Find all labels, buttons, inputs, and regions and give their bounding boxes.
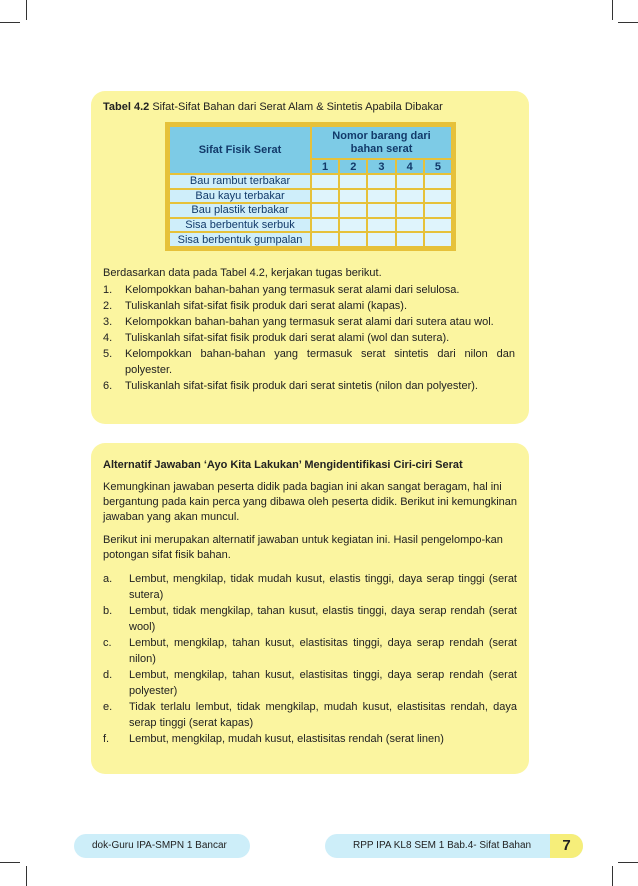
table-cell — [312, 204, 338, 217]
crop-mark — [26, 866, 27, 886]
list-item — [103, 731, 517, 747]
table-header-number: 2 — [340, 160, 366, 173]
table-cell — [368, 204, 394, 217]
table-cell — [397, 233, 423, 246]
crop-mark — [618, 22, 638, 23]
answer-letter: f. — [103, 733, 110, 745]
answer-list — [103, 571, 517, 747]
task-text: Tuliskanlah sifat-sifat fisik produk dari serat alami (kapas). — [125, 300, 408, 312]
answer-letter: e. — [103, 701, 113, 713]
task-list — [103, 282, 515, 394]
table-header-number: 1 — [312, 160, 338, 173]
table-cell — [397, 175, 423, 188]
table-row — [170, 219, 451, 232]
crop-mark — [612, 0, 613, 20]
table-cell — [368, 190, 394, 203]
task-number: 3. — [103, 316, 113, 328]
list-item — [103, 571, 517, 603]
crop-mark — [0, 22, 20, 23]
list-item — [103, 298, 515, 314]
table-header-number: 4 — [397, 160, 423, 173]
crop-mark — [618, 862, 638, 863]
table-cell — [340, 204, 366, 217]
task-number: 1. — [103, 284, 113, 296]
list-item — [103, 378, 515, 394]
table-task-box — [91, 91, 529, 424]
table-cell — [340, 190, 366, 203]
list-item — [103, 282, 515, 298]
task-text: Kelompokkan bahan-bahan yang termasuk serat alami dari sutera atau wol. — [125, 316, 494, 328]
table-cell — [340, 219, 366, 232]
answer-paragraph: Berikut ini merupakan alternatif jawaban untuk kegiatan ini. Hasil pengelompo-kan potongan sifat fisik bahan. — [103, 534, 503, 561]
answer-text: Lembut, mengkilap, tahan kusut, elastisitas tinggi, daya serap rendah (serat polyester) — [129, 669, 517, 697]
list-item — [103, 330, 515, 346]
answer-text: Lembut, mengkilap, tahan kusut, elastisitas tinggi, daya serap rendah (serat nilon) — [129, 637, 517, 665]
crop-mark — [0, 862, 20, 863]
list-item — [103, 603, 517, 635]
answer-paragraph: Kemungkinan jawaban peserta didik pada bagian ini akan sangat beragam, hal ini bergantung pada kain perca yang dibawa oleh peserta didik. Berikut ini kemungkinan jawaban yang akan muncul. — [103, 481, 517, 523]
table-header-number: 3 — [368, 160, 394, 173]
table-cell — [425, 190, 451, 203]
table-row-label: Bau kayu terbakar — [170, 190, 310, 203]
table-cell — [425, 175, 451, 188]
table-cell — [425, 219, 451, 232]
table-cell — [368, 233, 394, 246]
table-cell — [397, 219, 423, 232]
task-number: 4. — [103, 332, 113, 344]
property-table-frame — [165, 122, 456, 251]
table-row-label: Bau rambut terbakar — [170, 175, 310, 188]
task-number: 2. — [103, 300, 113, 312]
table-caption — [103, 101, 517, 113]
page-number: 7 — [550, 834, 583, 858]
answer-text: Lembut, mengkilap, tidak mudah kusut, elastis tinggi, daya serap tinggi (serat sutera) — [129, 573, 517, 601]
table-row-label: Sisa berbentuk gumpalan — [170, 233, 310, 246]
answer-letter: d. — [103, 669, 113, 681]
task-text: Tuliskanlah sifat-sifat fisik produk dari serat sintetis (nilon dan polyester). — [125, 380, 478, 392]
list-item — [103, 635, 517, 667]
table-header-number: 5 — [425, 160, 451, 173]
table-cell — [368, 175, 394, 188]
footer-source: dok-Guru IPA-SMPN 1 Bancar — [74, 834, 250, 858]
list-item — [103, 699, 517, 731]
table-cell — [397, 204, 423, 217]
table-cell — [425, 204, 451, 217]
answer-title: Alternatif Jawaban ‘Ayo Kita Lakukan’ Mengidentifikasi Ciri-ciri Serat — [103, 459, 463, 471]
task-intro: Berdasarkan data pada Tabel 4.2, kerjakan tugas berikut. — [103, 267, 382, 279]
list-item — [103, 346, 515, 378]
answer-text: Lembut, mengkilap, mudah kusut, elastisitas rendah (serat linen) — [129, 733, 444, 745]
table-header-group: Nomor barang dari bahan serat — [312, 127, 451, 158]
task-text: Kelompokkan bahan-bahan yang termasuk serat alami dari selulosa. — [125, 284, 460, 296]
answer-letter: a. — [103, 573, 113, 585]
task-number: 5. — [103, 348, 113, 360]
table-row-label: Bau plastik terbakar — [170, 204, 310, 217]
table-cell — [340, 175, 366, 188]
table-cell — [312, 233, 338, 246]
table-cell — [312, 190, 338, 203]
table-cell — [397, 190, 423, 203]
task-text: Kelompokkan bahan-bahan yang termasuk serat sintetis dari nilon dan polyester. — [125, 348, 515, 376]
answer-text: Lembut, tidak mengkilap, tahan kusut, elastis tinggi, daya serap rendah (serat wool) — [129, 605, 517, 633]
table-row-label: Sisa berbentuk serbuk — [170, 219, 310, 232]
answer-text: Tidak terlalu lembut, tidak mengkilap, mudah kusut, elastisitas rendah, daya serap tinggi (serat kapas) — [129, 701, 517, 729]
table-cell — [368, 219, 394, 232]
answer-letter: b. — [103, 605, 113, 617]
table-row — [170, 190, 451, 203]
table-caption-label: Tabel 4.2 — [103, 101, 150, 113]
list-item — [103, 314, 515, 330]
crop-mark — [26, 0, 27, 20]
table-header-property: Sifat Fisik Serat — [170, 127, 310, 173]
list-item — [103, 667, 517, 699]
table-cell — [425, 233, 451, 246]
property-table — [168, 125, 453, 248]
task-number: 6. — [103, 380, 113, 392]
table-row — [170, 204, 451, 217]
table-cell — [340, 233, 366, 246]
task-text: Tuliskanlah sifat-sifat fisik produk dari serat alami (wol dan sutera). — [125, 332, 450, 344]
answer-letter: c. — [103, 637, 112, 649]
table-row — [170, 233, 451, 246]
answer-box — [91, 443, 529, 774]
crop-mark — [612, 866, 613, 886]
table-cell — [312, 219, 338, 232]
table-row — [170, 175, 451, 188]
footer-document-title: RPP IPA KL8 SEM 1 Bab.4- Sifat Bahan — [325, 834, 583, 858]
table-caption-text: Sifat-Sifat Bahan dari Serat Alam & Sintetis Apabila Dibakar — [152, 101, 443, 113]
table-cell — [312, 175, 338, 188]
